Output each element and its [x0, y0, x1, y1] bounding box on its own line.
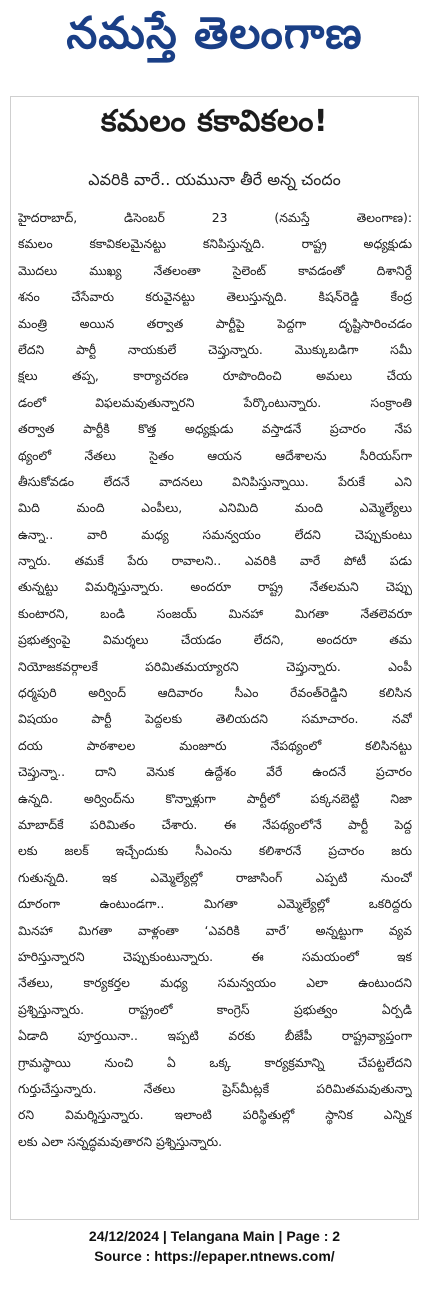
article-line: ఏడాది పూర్తయినా.. ఇప్పటి వరకు బీజేపీ రాష్ట్రవ్యాప్తంగా [18, 1028, 412, 1044]
footer-source-link[interactable]: Source : https://epaper.ntnews.com/ [94, 1248, 335, 1264]
article-line: లకు జలక్ ఇచ్చేందుకు సీఎంను కలిశారనే ప్రచారం జరు [18, 843, 412, 859]
article-line: డంలో విఫలమవుతున్నారని పేర్కొంటున్నారు. సంక్రాంతి [18, 394, 412, 410]
article-line: విషయం పార్టీ పెద్దలకు తెలియదని సమాచారం. నవో [18, 711, 412, 727]
article-line: థ్యంలో నేతలు సైతం ఆయన ఆదేశాలను సీరియస్‌గా [18, 447, 412, 463]
article-line: ధర్మపురి అర్వింద్ ఆదివారం సీఎం రేవంత్‌రెడ్డిని కలిసిన [18, 685, 412, 701]
article-subheadline: ఎవరికి వారే.. యమునా తీరే అన్న చందం [88, 170, 341, 189]
article-line: మిది మంది ఎంపీలు, ఎనిమిది మంది ఎమ్మెల్యేలు [18, 500, 412, 516]
article-line: కమలం కకావికలమైనట్టు కనిపిస్తున్నది. రాష్ట్ర అధ్యక్షుడు [18, 236, 412, 252]
article-line: హరిస్తున్నారని చెప్పుకుంటున్నారు. ఈ సమయంలో ఇక [18, 948, 412, 964]
footer [0, 1226, 429, 1266]
article-line: హైదరాబాద్, డిసెంబర్ 23 (నమస్తే తెలంగాణ): [18, 210, 412, 225]
article-line: లేదని పార్టీ నాయకులే చెప్తున్నారు. మొక్కుబడిగా సమీ [18, 341, 412, 357]
article-line: గ్రామస్థాయి నుంచి ఏ ఒక్క కార్యక్రమాన్ని చేపట్టలేదని [18, 1054, 412, 1070]
article-line: ఉన్నది. అర్వింద్‌ను కొన్నాళ్లుగా పార్టీలో పక్కనబెట్టి నిజా [18, 790, 412, 806]
article-line: న్నారు. తమకే పేరు రావాలని.. ఎవరికి వారే పోటీ పడు [18, 553, 412, 569]
article-line: దయ పాఠశాలల మంజూరు నేపథ్యంలో కలిసినట్టు [18, 737, 412, 753]
article-line: తీసుకోవడం లేదనే వాదనలు వినిపిస్తున్నాయి. పేరుకే ఎని [18, 473, 412, 489]
article-line: శనం చేసేవారు కరువైనట్టు తెలుస్తున్నది. కిషన్‌రెడ్డి కేంద్ర [18, 289, 412, 305]
article-line: గుర్తుచేస్తున్నారు. నేతలు ప్రెస్‌మీట్లకే పరిమితమవుతున్నా [18, 1080, 412, 1096]
article-line: తర్వాత పార్టీకి కొత్త అధ్యక్షుడు వస్తాడనే ప్రచారం నేప [18, 421, 412, 437]
article-line: ప్రశ్నిస్తున్నారు. రాష్ట్రంలో కాంగ్రెస్ ప్రభుత్వం ఏర్పడి [18, 1001, 412, 1017]
article-line: మినహా మిగతా వాళ్లంతా ‘ఎవరికి వారే’ అన్నట్టుగా వ్యవ [18, 922, 412, 938]
article-line: మొదలు ముఖ్య నేతలంతా సైలెంట్ కావడంతో దిశానిర్దే [18, 262, 412, 278]
article-line: క్షలు తప్ప, కార్యాచరణ రూపొందించి అమలు చేయ [18, 368, 412, 384]
article-line: రని విమర్శిస్తున్నారు. ఇలాంటి పరిస్థితుల్లో స్థానిక ఎన్నిక [18, 1107, 412, 1123]
article-line: చెప్తున్నా.. దాని వెనుక ఉద్దేశం వేరే ఉందనే ప్రచారం [18, 764, 412, 780]
article-line: నేతలు, కార్యకర్తల మధ్య సమన్వయం ఎలా ఉంటుందని [18, 975, 412, 991]
article-line: మాబాద్‌కే పరిమితం చేశారు. ఈ నేపథ్యంలోనే పార్టీ పెద్ద [18, 816, 412, 832]
article-line: లకు ఎలా సన్నద్ధమవుతారని ప్రశ్నిస్తున్నారు. [18, 1133, 223, 1149]
article-line: ఉన్నా.. వారి మధ్య సమన్వయం లేదని చెప్పుకుంటు [18, 526, 412, 542]
article-headline: కమలం కకావికలం! [100, 104, 329, 139]
article-line: కుంటారని, బండి సంజయ్ మినహా మిగతా నేతలెవరూ [18, 605, 412, 621]
article-body [18, 205, 412, 1155]
article-line: ప్రభుత్వంపై విమర్శలు చేయడం లేదని, అందరూ తమ [18, 632, 412, 648]
masthead [0, 0, 429, 78]
footer-date-edition: 24/12/2024 | Telangana Main | Page : 2 [88, 1228, 341, 1244]
article-line: నియోజకవర్గాలకే పరిమితమయ్యారని చెప్తున్నారు. ఎంపీ [18, 658, 412, 674]
newspaper-logo: నమస్తే తెలంగాణ [66, 8, 363, 59]
article-line: మంత్రి అయిన తర్వాత పార్టీపై పెద్దగా దృష్టిసారించడం [18, 315, 412, 331]
article-line: దూరంగా ఉంటుండగా.. మిగతా ఎమ్మెల్యేల్లో ఒకరిద్దరు [18, 896, 412, 912]
article-line: తున్నట్టు విమర్శిస్తున్నారు. అందరూ రాష్ట్ర నేతలమని చెప్పు [18, 579, 412, 595]
article-line: గుతున్నది. ఇక ఎమ్మెల్యేల్లో రాజాసింగ్ ఎప్పటి నుంచో [18, 869, 412, 885]
